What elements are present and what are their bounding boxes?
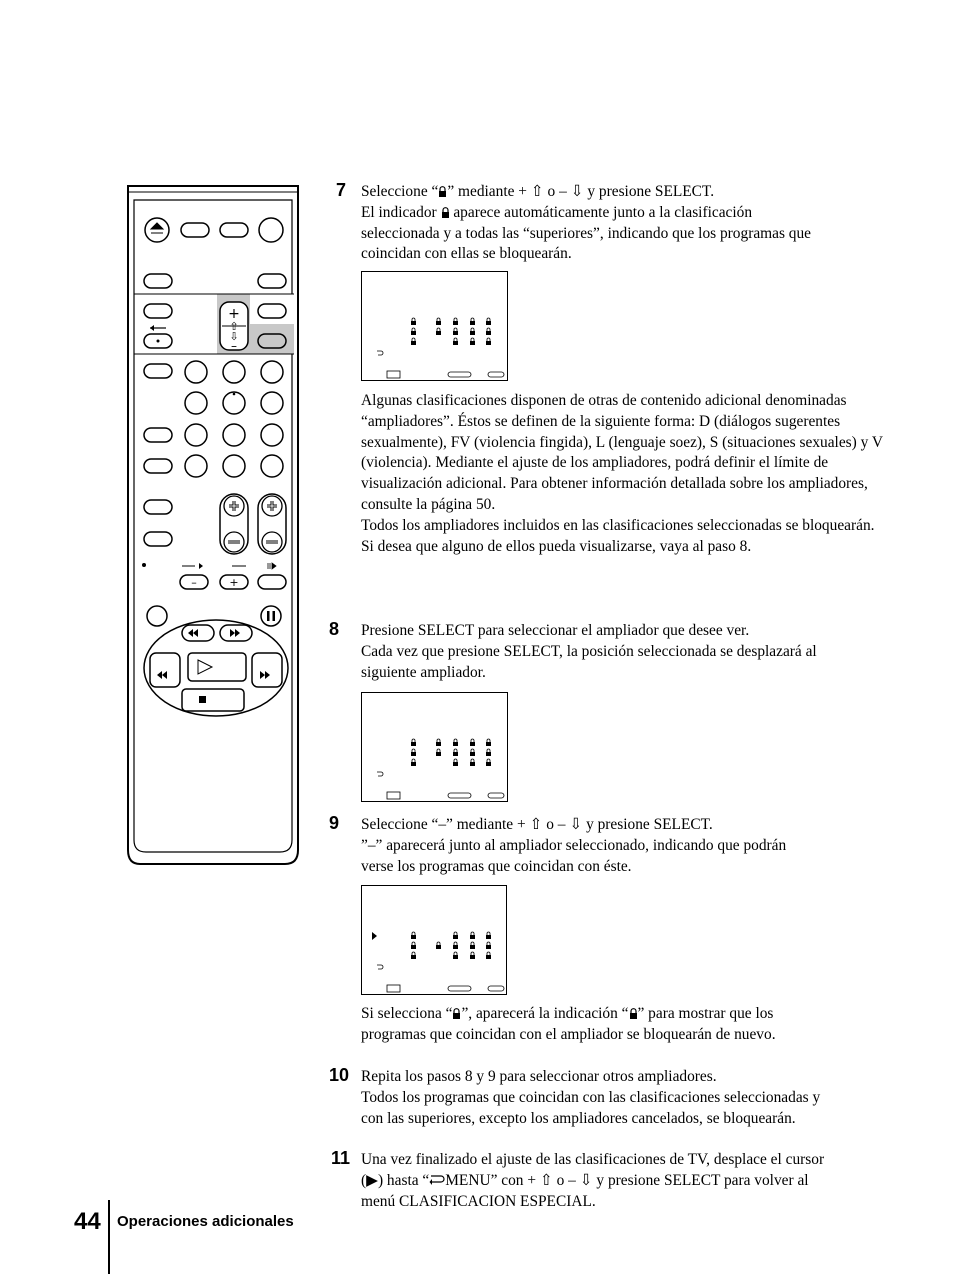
footer-divider (108, 1200, 110, 1274)
lock-icon (453, 752, 458, 756)
lock-icon (454, 759, 457, 762)
lock-icon (454, 739, 457, 742)
lock-icon (486, 752, 491, 756)
lock-icon (454, 338, 457, 341)
step-10-text: Repita los pasos 8 y 9 para seleccionar otros ampliadores. Todos los programas que coincidan con las clasificaciones seleccionadas y con las superiores, excepto los ampliadores cancelados, se bloquearán. (361, 1068, 821, 1127)
screen-pill (448, 372, 471, 377)
lock-icon (412, 749, 415, 752)
lock-icon (471, 318, 474, 321)
lock-icon (453, 742, 458, 746)
lock-icon (436, 752, 441, 756)
lock-icon (471, 759, 474, 762)
lock-icon (454, 952, 457, 955)
lock-icon (453, 341, 458, 345)
svg-text:⇧: ⇧ (229, 320, 239, 333)
return-arrow-icon (377, 965, 383, 969)
step-9-note: Si selecciona “ ”, aparecerá la indicación “ ” para mostrar que los programas que coincidan con el ampliador se bloquearán de nuevo. (361, 1005, 776, 1043)
lock-icon (453, 955, 458, 959)
svg-text:–: – (191, 576, 197, 589)
lock-icon (471, 338, 474, 341)
lock-icon (487, 952, 490, 955)
lock-icon (487, 759, 490, 762)
lock-icon (470, 331, 475, 335)
screen-pill (448, 986, 471, 991)
step-number-10: 10 (329, 1065, 350, 1085)
lock-icon (470, 762, 475, 766)
lock-icon (470, 945, 475, 949)
lock-icon (441, 207, 450, 218)
lock-icon (411, 762, 416, 766)
lock-icon (487, 932, 490, 935)
step-8-text: Presione SELECT para seleccionar el ampliador que desee ver. Cada vez que presione SELECT, la posición seleccionada se desplazará al siguiente ampliador. (361, 622, 817, 681)
page-number: 44 (74, 1208, 101, 1235)
step-number-7: 7 (336, 180, 347, 200)
lock-icon (411, 742, 416, 746)
lock-icon (486, 341, 491, 345)
lock-icon (487, 318, 490, 321)
lock-icon (487, 942, 490, 945)
lock-icon (437, 749, 440, 752)
lock-icon (629, 1008, 638, 1019)
lock-icon (486, 742, 491, 746)
lock-icon (411, 341, 416, 345)
lock-icon (470, 742, 475, 746)
return-arrow-icon (429, 1174, 445, 1186)
screen-pill (488, 372, 504, 377)
svg-text:+: + (228, 306, 240, 322)
remote-control-illustration (120, 178, 305, 868)
lock-icon (412, 318, 415, 321)
lock-icon (487, 739, 490, 742)
lock-icon (486, 762, 491, 766)
lock-icon (487, 749, 490, 752)
step-9-text: Seleccione “–” mediante + ⇧ o – ⇩ y presione SELECT. ”–” aparecerá junto al ampliador seleccionado, indicando que podrán verse los programas que coincidan con éste. (361, 816, 787, 875)
lock-icon (436, 742, 441, 746)
lock-icon (436, 321, 441, 325)
lock-icon (471, 932, 474, 935)
step-number-11: 11 (331, 1148, 351, 1168)
lock-icon (412, 338, 415, 341)
lock-icon (437, 318, 440, 321)
lock-icon (470, 935, 475, 939)
lock-icon (453, 331, 458, 335)
screen-icon (387, 371, 400, 378)
lock-icon (470, 955, 475, 959)
lock-icon (437, 328, 440, 331)
lock-icon (471, 952, 474, 955)
lock-icon (438, 186, 447, 197)
lock-icon (454, 942, 457, 945)
lock-icon (454, 749, 457, 752)
lock-icon (470, 321, 475, 325)
lock-icon (411, 331, 416, 335)
svg-text:–: – (231, 339, 237, 353)
screen-icon (387, 985, 400, 992)
screen-pill (488, 986, 504, 991)
screen-pill (448, 793, 471, 798)
lock-icon (486, 321, 491, 325)
step-7-text: Seleccione “ ” mediante + ⇧ o – ⇩ y presione SELECT. El indicador aparece automáticamente junto a la clasificación seleccionada y a todas las “superiores”, indicando que los programas que coincidan con ellas se bloquearán. (361, 183, 812, 263)
lock-icon (486, 955, 491, 959)
lock-icon (454, 932, 457, 935)
lock-icon (454, 328, 457, 331)
screen-pill (488, 793, 504, 798)
lock-icon (454, 318, 457, 321)
lock-icon (471, 942, 474, 945)
tv-screen-ratings-1 (361, 271, 508, 381)
lock-icon (486, 945, 491, 949)
lock-icon (453, 945, 458, 949)
lock-icon (412, 739, 415, 742)
svg-text:+: + (229, 576, 239, 589)
lock-icon (470, 341, 475, 345)
lock-icon (487, 338, 490, 341)
tv-screen-ratings-2 (361, 692, 508, 802)
lock-icon (411, 955, 416, 959)
lock-icon (411, 935, 416, 939)
lock-icon (471, 739, 474, 742)
lock-icon (437, 942, 440, 945)
return-arrow-icon (377, 351, 383, 355)
lock-icon (412, 952, 415, 955)
svg-text:⇩: ⇩ (229, 330, 239, 343)
lock-icon (453, 935, 458, 939)
tv-screen-ratings-3 (361, 885, 507, 995)
lock-icon (436, 331, 441, 335)
step-number-9: 9 (329, 813, 340, 833)
lock-icon (412, 932, 415, 935)
screen-icon (387, 792, 400, 799)
lock-icon (486, 935, 491, 939)
lock-icon (411, 321, 416, 325)
lock-icon (471, 749, 474, 752)
lock-icon (411, 945, 416, 949)
lock-icon (471, 328, 474, 331)
lock-icon (412, 942, 415, 945)
lock-icon (412, 759, 415, 762)
step-number-8: 8 (329, 619, 340, 639)
section-title: Operaciones adicionales (117, 1213, 294, 1230)
lock-icon (487, 328, 490, 331)
step-11-text: Una vez finalizado el ajuste de las clasificaciones de TV, desplace el cursor (▶) hasta “ MENU” con + ⇧ o – ⇩ y presione SELECT para volver al menú CLASIFICACION ESPECIAL. (361, 1151, 825, 1210)
lock-icon (437, 739, 440, 742)
lock-icon (453, 321, 458, 325)
lock-icon (453, 762, 458, 766)
step-7-notes: Algunas clasificaciones disponen de otras de contenido adicional denominadas “ampliadores”. Éstos se definen de la siguiente forma: D (diálogos sugerentes sexualmente), FV (violencia fingida), L (lenguaje soez), S (situaciones sexuales) y V (violencia). Mediante el ajuste de los ampliadores, podrá definir el límite de visualización adicional. Para obtener información detallada sobre los ampliadores, consulte la página 50. Todos los ampliadores incluidos en las clasificaciones seleccionadas se bloquearán. Si desea que alguno de ellos pueda visualizarse, vaya al paso 8. (361, 392, 883, 555)
lock-icon (411, 752, 416, 756)
lock-icon (412, 328, 415, 331)
lock-icon (436, 945, 441, 949)
return-arrow-icon (377, 772, 383, 776)
lock-icon (470, 752, 475, 756)
cursor-arrow-icon (372, 932, 377, 940)
lock-icon (486, 331, 491, 335)
